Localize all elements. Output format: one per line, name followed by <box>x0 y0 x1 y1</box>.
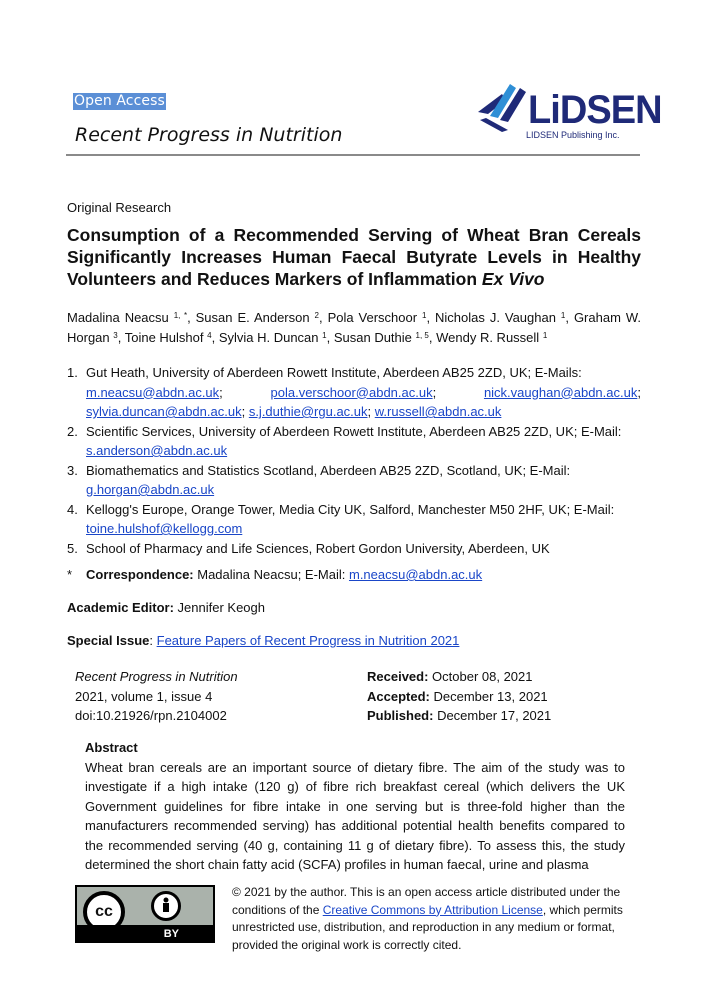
abstract-section <box>85 738 625 875</box>
pub-volume: 2021, volume 1, issue 4 <box>75 688 213 704</box>
title-italic: Ex Vivo <box>481 269 545 289</box>
correspondence: * Correspondence: Madalina Neacsu; E-Mail: m.neacsu@abdn.ac.uk <box>67 567 483 582</box>
title-text: Consumption of a Recommended Serving of Wheat Bran Cereals Significantly Increases Human Faecal Butyrate Levels in Healthy Volunteers and Reduces Markers of Inflammation <box>67 225 641 289</box>
email-link[interactable]: pola.verschoor@abdn.ac.uk <box>270 384 433 400</box>
logo-subtitle: LIDSEN Publishing Inc. <box>526 130 620 140</box>
open-access-label: Open Access <box>74 93 165 109</box>
author: Graham W. Horgan <box>67 310 641 345</box>
journal-title: Recent Progress in Nutrition <box>75 124 343 146</box>
publisher-logo <box>476 84 662 144</box>
email-link[interactable]: s.j.duthie@rgu.ac.uk <box>248 404 368 419</box>
author-list: Madalina Neacsu $^{1, *}$, Susan E. Anderson $^2$, Pola Verschoor $^1$, Nicholas J. Vaughan $^1$, Graham W. Horgan $^3$, Toine Hulshof $^4$, Sylvia H. Duncan $^1$, Susan Duthie $^{1, 5}$, Wendy R. Russell $^1$ <box>67 310 641 345</box>
author: Wendy R. Russell <box>436 330 540 345</box>
publication-info <box>75 667 238 726</box>
license-text: © 2021 by the author. This is an open access article distributed under the conditions of the Creative Commons by Attribution License, which permits unrestricted use, distribution, and reproduction in any medium or format, provided the original work is correctly cited. <box>232 885 623 952</box>
affiliation-1: 1. Gut Heath, University of Aberdeen Rowett Institute, Aberdeen AB25 2ZD, UK; E-Mails: m.neacsu@abdn.ac.uk; pola.verschoor@abdn.ac.uk; nick.vaughan@abdn.ac.uk; sylvia.duncan@abdn.ac.uk; s.j.duthie@rgu.ac.uk; w.russell@abdn.ac.uk <box>67 365 641 419</box>
by-label: BY <box>163 928 179 940</box>
affiliation-4: 4. Kellogg's Europe, Orange Tower, Media City UK, Salford, Manchester M50 2HF, UK; E-Mail: toine.hulshof@kellogg.com <box>67 501 615 536</box>
cc-badge-footer <box>77 925 213 941</box>
email-link[interactable]: toine.hulshof@kellogg.com <box>86 521 243 536</box>
author: Toine Hulshof <box>124 330 204 345</box>
email-link[interactable]: s.anderson@abdn.ac.uk <box>86 443 228 458</box>
special-issue: Special Issue: Feature Papers of Recent Progress in Nutrition 2021 <box>67 633 460 648</box>
accepted-date: Accepted: December 13, 2021 <box>367 688 548 704</box>
academic-editor: Academic Editor: Jennifer Keogh <box>67 600 265 615</box>
affiliation-3: 3. Biomathematics and Statistics Scotland, Aberdeen AB25 2ZD, Scotland, UK; E-Mail: g.horgan@abdn.ac.uk <box>67 462 571 497</box>
author: Susan Duthie <box>333 330 412 345</box>
affiliation-2: 2. Scientific Services, University of Aberdeen Rowett Institute, Aberdeen AB25 2ZD, UK; E-Mail: s.anderson@abdn.ac.uk <box>67 423 622 458</box>
special-issue-link[interactable]: Feature Papers of Recent Progress in Nutrition 2021 <box>156 633 460 648</box>
attribution-person-icon <box>151 891 181 921</box>
creative-commons-icon: cc <box>83 891 125 933</box>
correspondence-email-link[interactable]: m.neacsu@abdn.ac.uk <box>348 567 483 582</box>
author: Sylvia H. Duncan <box>218 330 319 345</box>
logo-wordmark: LiDSEN <box>528 88 662 132</box>
author: Pola Verschoor <box>327 310 418 325</box>
affiliation-list <box>67 363 641 558</box>
abstract-heading: Abstract <box>85 740 138 755</box>
author: Madalina Neacsu <box>67 310 169 325</box>
abstract-body: Wheat bran cereals are an important source of dietary fibre. The aim of the study was to investigate if a high intake (120 g) of fibre rich breakfast cereal (which delivers the UK Government guidelines for fibre intake in one serving but is three-fold higher than the manufacturers recommended serving) has additional potential health benefits compared to the recommended serving (40 g, containing 11 g of dietary fibre). To assess this, the study determined the short chain fatty acid (SCFA) profiles in human faecal, urine and plasma <box>85 759 625 872</box>
header-divider <box>66 154 640 156</box>
published-date: Published: December 17, 2021 <box>367 708 552 723</box>
email-link[interactable]: w.russell@abdn.ac.uk <box>374 404 502 419</box>
email-link[interactable]: sylvia.duncan@abdn.ac.uk <box>86 404 242 419</box>
affiliation-5: 5. School of Pharmacy and Life Sciences, Robert Gordon University, Aberdeen, UK <box>67 540 550 556</box>
email-link[interactable]: m.neacsu@abdn.ac.uk <box>86 384 220 400</box>
license-link[interactable]: Creative Commons by Attribution License <box>322 902 543 917</box>
received-date: Received: October 08, 2021 <box>367 669 533 684</box>
cc-by-license-badge[interactable] <box>75 885 215 943</box>
publication-dates <box>367 667 551 726</box>
pub-doi: doi:10.21926/rpn.2104002 <box>75 708 227 723</box>
article-type: Original Research <box>67 200 172 215</box>
author: Nicholas J. Vaughan <box>435 310 556 325</box>
email-link[interactable]: nick.vaughan@abdn.ac.uk <box>483 384 638 400</box>
author: Susan E. Anderson <box>195 310 310 325</box>
lidsen-chevron-icon <box>476 84 536 132</box>
email-link[interactable]: g.horgan@abdn.ac.uk <box>86 482 215 497</box>
article-title <box>67 224 641 290</box>
pub-journal: Recent Progress in Nutrition <box>75 669 238 684</box>
